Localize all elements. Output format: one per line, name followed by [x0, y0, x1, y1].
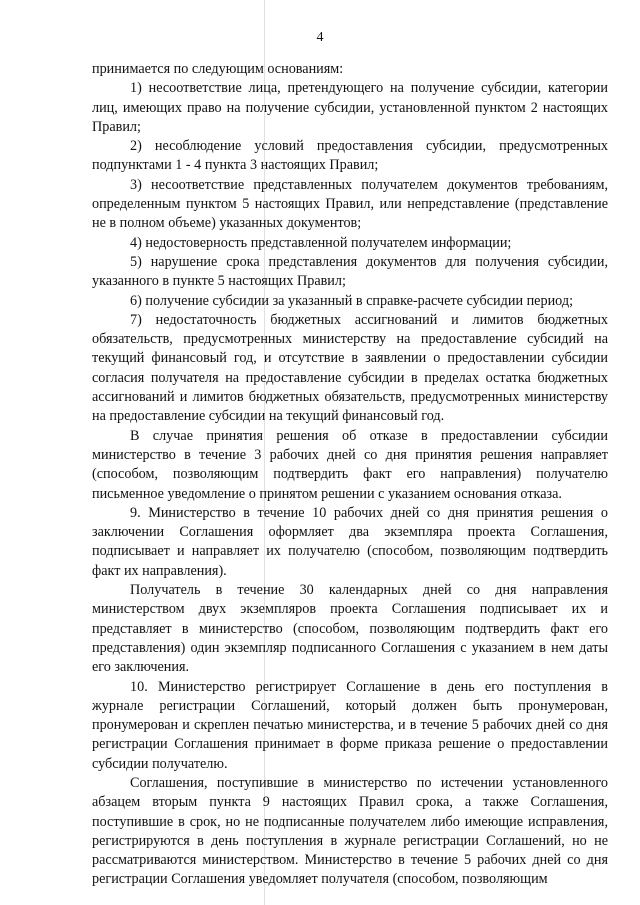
paragraph: 5) нарушение срока представления документов для получения субсидии, указанного в пункте 5 настоящих Правил;: [92, 253, 608, 290]
paragraph: 3) несоответствие представленных получателем документов требованиям, определенным пунктом 5 настоящих Правил, или непредставление (представление не в полном объеме) указанных документов;: [92, 176, 608, 232]
paragraph: Получатель в течение 30 календарных дней со дня направления министерством двух экземпляров проекта Соглашения подписывает их и представляет в министерство (способом, позволяющим подтвердить факт его представления) один экземпляр подписанного Соглашения с указанием в нем даты его заключения.: [92, 582, 608, 676]
paragraph: 6) получение субсидии за указанный в справке-расчете субсидии период;: [130, 292, 574, 309]
document-body: [92, 60, 608, 890]
paragraph: Соглашения, поступившие в министерство по истечении установленного абзацем вторым пункта 9 настоящих Правил срока, а также Соглашения, поступившие в срок, но не подписанные получателем либо имеющие исправления, регистрируются в день поступления в журнале регистрации Соглашений, но не рассматриваются министерством. Министерство в течение 5 рабочих дней со дня регистрации Соглашения уведомляет получателя (способом, позволяющим: [92, 774, 608, 888]
paragraph: принимается по следующим основаниям:: [92, 61, 344, 77]
paragraph: 10. Министерство регистрирует Соглашение в день его поступления в журнале регистрации Соглашений, который должен быть пронумерован, пронумерован и скреплен печатью министерства, и в течение 5 рабочих дней со дня регистрации Соглашения принимает в форме приказа решение о предоставлении субсидии получателю.: [92, 678, 608, 772]
paragraph: 2) несоблюдение условий предоставления субсидии, предусмотренных подпунктами 1 - 4 пункта 3 настоящих Правил;: [92, 138, 608, 174]
paragraph: 4) недостоверность представленной получателем информации;: [130, 234, 512, 251]
page-number: 4: [316, 30, 324, 45]
paragraph: 1) несоответствие лица, претендующего на получение субсидии, категории лиц, имеющих право на получение субсидии, установленной пунктом 2 настоящих Правил;: [92, 80, 608, 135]
paragraph: 9. Министерство в течение 10 рабочих дней со дня принятия решения о заключении Соглашения оформляет два экземпляра проекта Соглашения, подписывает и направляет их получателю (способом, позволяющим подтвердить факт их направления).: [92, 504, 608, 579]
paragraph: 7) недостаточность бюджетных ассигнований и лимитов бюджетных обязательств, предусмотренных министерству на предоставление субсидий на текущий финансовый год, и отсутствие в заявлении о предоставлении субсидии согласия получателя на предоставление субсидии в пределах остатка бюджетных ассигнований и лимитов бюджетных обязательств, предусмотренных министерству на предоставление субсидии на текущий финансовый год.: [92, 311, 608, 425]
paragraph: В случае принятия решения об отказе в предоставлении субсидии министерство в течение 3 рабочих дней со дня принятия решения направляет (способом, позволяющим подтвердить факт его направления) получателю письменное уведомление о принятом решении с указанием основания отказа.: [92, 427, 608, 502]
